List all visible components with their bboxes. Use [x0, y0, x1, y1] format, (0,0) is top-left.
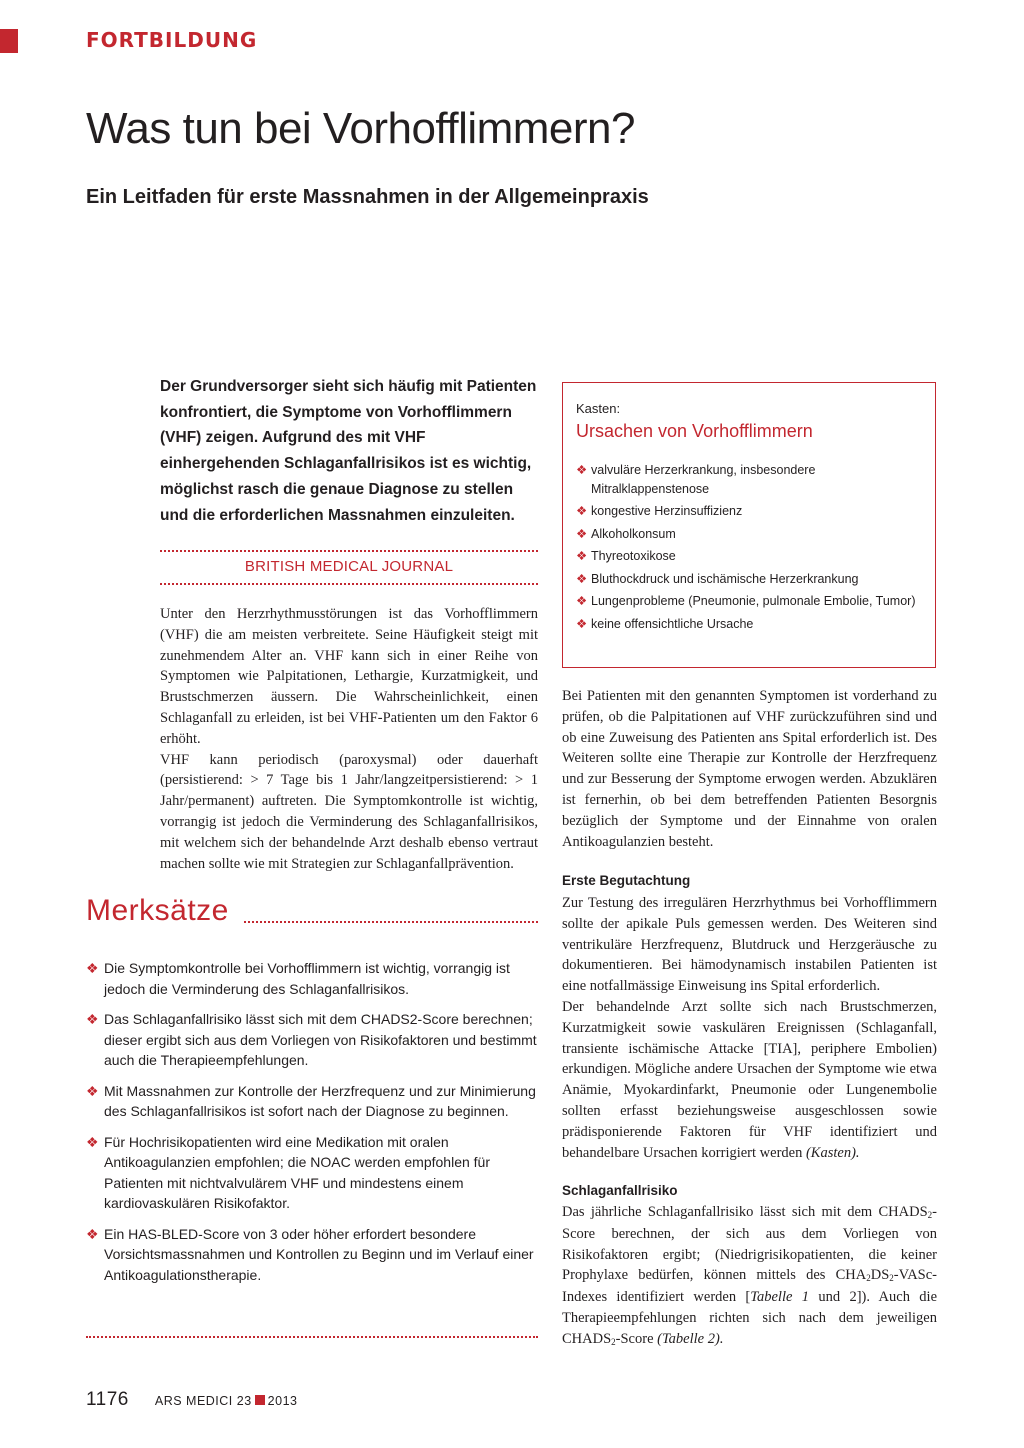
journal-year: 2013 [267, 1394, 298, 1408]
section-label: FORTBILDUNG [86, 28, 258, 52]
article-subtitle: Ein Leitfaden für erste Massnahmen in der Allgemeinpraxis [86, 186, 649, 208]
page-footer [86, 1389, 297, 1411]
article-title: Was tun bei Vorhofflimmern? [86, 104, 635, 153]
heading-erste-begutachtung: Erste Begutachtung [562, 873, 691, 888]
lead-paragraph: Der Grundversorger sieht sich häufig mit Patienten konfrontiert, die Symptome von Vorhofflimmern (VHF) zeigen. Aufgrund des mit VHF einhergehenden Schlaganfallrisikos ist es wichtig, möglichst rasch die genaue Diagnose zu stellen und die erforderlichen Massnahmen einzuleiten. [160, 378, 537, 524]
source-label: BRITISH MEDICAL JOURNAL [244, 558, 454, 575]
diamond-bullet-icon: ❖ [86, 960, 99, 976]
diamond-bullet-icon: ❖ [576, 504, 588, 518]
diamond-bullet-icon: ❖ [576, 616, 588, 631]
section-marker [0, 29, 18, 53]
kasten-title: Ursachen von Vorhofflimmern [576, 421, 813, 441]
journal-name: ARS MEDICI 23 [154, 1394, 252, 1408]
intro-paragraph-2: VHF kann periodisch (paroxysmal) oder dauerhaft (persistierend: > 7 Tage bis 1 Jahr/langzeitpersistierend: > 1 Jahr/permanent) auftreten. Die Symptomkontrolle ist wichtig, vorrangig ist jedoch die Verminderung des Schlaganfallrisikos, mit welchem sich der behandelnde Arzt deshalb ebenso vertraut machen sollte wie mit Strategien zur Schlaganfallprävention. [160, 751, 538, 872]
list-item: ❖ Bluthockdruck und ischämische Herzerkrankung [576, 570, 926, 589]
diamond-bullet-icon: ❖ [86, 1082, 99, 1099]
merksaetze-divider [244, 921, 538, 923]
list-item: ❖ Die Symptomkontrolle bei Vorhofflimmern ist wichtig, vorrangig ist jedoch die Verminderung des Schlaganfallrisikos. [86, 960, 510, 997]
diamond-bullet-icon: ❖ [576, 594, 588, 608]
diamond-bullet-icon: ❖ [86, 1011, 99, 1027]
diamond-bullet-icon: ❖ [576, 571, 588, 586]
diamond-bullet-icon: ❖ [576, 526, 588, 541]
list-item: ❖ valvuläre Herzerkrankung, insbesondere Mitralklappenstenose [576, 463, 816, 496]
list-item: ❖ kongestive Herzinsuffizienz [576, 502, 926, 521]
schlaganfallrisiko-text: Das jährliche Schlaganfallrisiko lässt sich mit dem $CHADS_2$-Score berechnen, der sich aus dem Vorliegen von Risikofaktoren ergibt; (Niedrigrisikopatienten, die keiner Prophylaxe bedürfen, können mittels des $CHA_2DS_2-VASc$-Indexes identifiziert werden [Tabelle 1 und 2]). Auch die Therapieempfehlungen richten sich nach dem jeweiligen $CHADS_2$-Score (Tabelle 2). [562, 1204, 938, 1347]
kasten-list [576, 461, 926, 637]
erste-begutachtung-text: Zur Testung des irregulären Herzrhythmus bei Vorhofflimmern sollte der apikale Puls gemessen werden. Des Weiteren sind ventrikuläre Herzfrequenz, Blutdruck und Herzgeräusche zu dokumentieren. Bei hämodynamisch instabilen Patienten ist eine notfallmässige Einweisung ins Spital erforderlich. Der behandelnde Arzt sollte sich nach Brustschmerzen, Kurzatmigkeit sowie vaskulären Ereignissen (Schlaganfall, transiente ischämische Attacke [TIA], periphere Embolien) erkundigen. Mögliche andere Ursachen der Symptome wie etwa Anämie, Myokardinfarkt, Pneumonie oder Lungenembolie sollten erfasst beziehungsweise ausgeschlossen sowie prädisponierende Faktoren für VHF identifiziert und behandelbare Ursachen korrigiert werden (Kasten). [562, 895, 937, 1161]
list-item: ❖ Ein HAS-BLED-Score von 3 oder höher erfordert besondere Vorsichtsmassnahmen und Kontrollen zu Beginn und im Verlauf einer Antikoagulationstherapie. [86, 1225, 534, 1283]
intro-text [160, 604, 538, 874]
heading-schlaganfallrisiko: Schlaganfallrisiko [562, 1183, 678, 1198]
list-item: ❖ Alkoholkonsum [576, 525, 926, 544]
diamond-bullet-icon: ❖ [576, 463, 588, 477]
merksaetze-list [86, 958, 538, 1295]
source-divider-top [160, 550, 538, 552]
merksaetze-title: Merksätze [86, 894, 229, 927]
list-item: ❖ Das Schlaganfallrisiko lässt sich mit dem CHADS2-Score berechnen; dieser ergibt sich aus dem Vorliegen von Risikofaktoren und bestimmt auch die Therapieempfehlungen. [86, 1011, 537, 1068]
page-number: 1176 [86, 1389, 129, 1410]
list-item: ❖ Lungenprobleme (Pneumonie, pulmonale Embolie, Tumor) [576, 592, 926, 611]
list-item: ❖ Mit Massnahmen zur Kontrolle der Herzfrequenz und zur Minimierung des Schlaganfallrisikos ist sofort nach der Diagnose zu beginnen. [86, 1082, 536, 1119]
list-item: ❖ Für Hochrisikopatienten wird eine Medikation mit oralen Antikoagulanzien empfohlen; die NOAC werden empfohlen für Patienten mit nichtvalvulärem VHF und mindestens einem kardiovaskulären Risikofaktor. [86, 1133, 491, 1211]
diamond-bullet-icon: ❖ [86, 1225, 99, 1242]
diamond-bullet-icon: ❖ [86, 1133, 99, 1150]
list-item: ❖ keine offensichtliche Ursache [576, 615, 926, 634]
right-paragraph-1: Bei Patienten mit den genannten Symptomen ist vorderhand zu prüfen, ob die Palpitationen auf VHF zurückzuführen sind und ob eine Zuweisung des Patienten ans Spital erforderlich ist. Des Weiteren sollte eine Therapie zur Kontrolle der Herzfrequenz und zur Besserung der Symptome erwogen werden. Abzuklären ist fernerhin, ob bei dem betreffenden Patienten Besorgnis bezüglich der Symptome und der Einnahme von oralen Antikoagulanzien besteht. [562, 688, 937, 850]
footer-square-icon [255, 1395, 265, 1405]
list-item: ❖ Thyreotoxikose [576, 547, 926, 566]
diamond-bullet-icon: ❖ [576, 549, 588, 563]
kasten-label: Kasten: [576, 401, 621, 416]
bottom-divider [86, 1336, 538, 1338]
source-divider-bottom [160, 583, 538, 585]
intro-paragraph-1: Unter den Herzrhythmusstörungen ist das Vorhofflimmern (VHF) die am meisten verbreitete. Seine Häufigkeit steigt mit zunehmendem Alter an. VHF kann sich in einer Reihe von Symptomen wie Palpitationen, Lethargie, Kurzatmigkeit, und Brustschmerzen äussern. Die Wahrscheinlichkeit, einen Schlaganfall zu erleiden, ist bei VHF-Patienten um den Faktor 6 erhöht. [160, 606, 538, 747]
